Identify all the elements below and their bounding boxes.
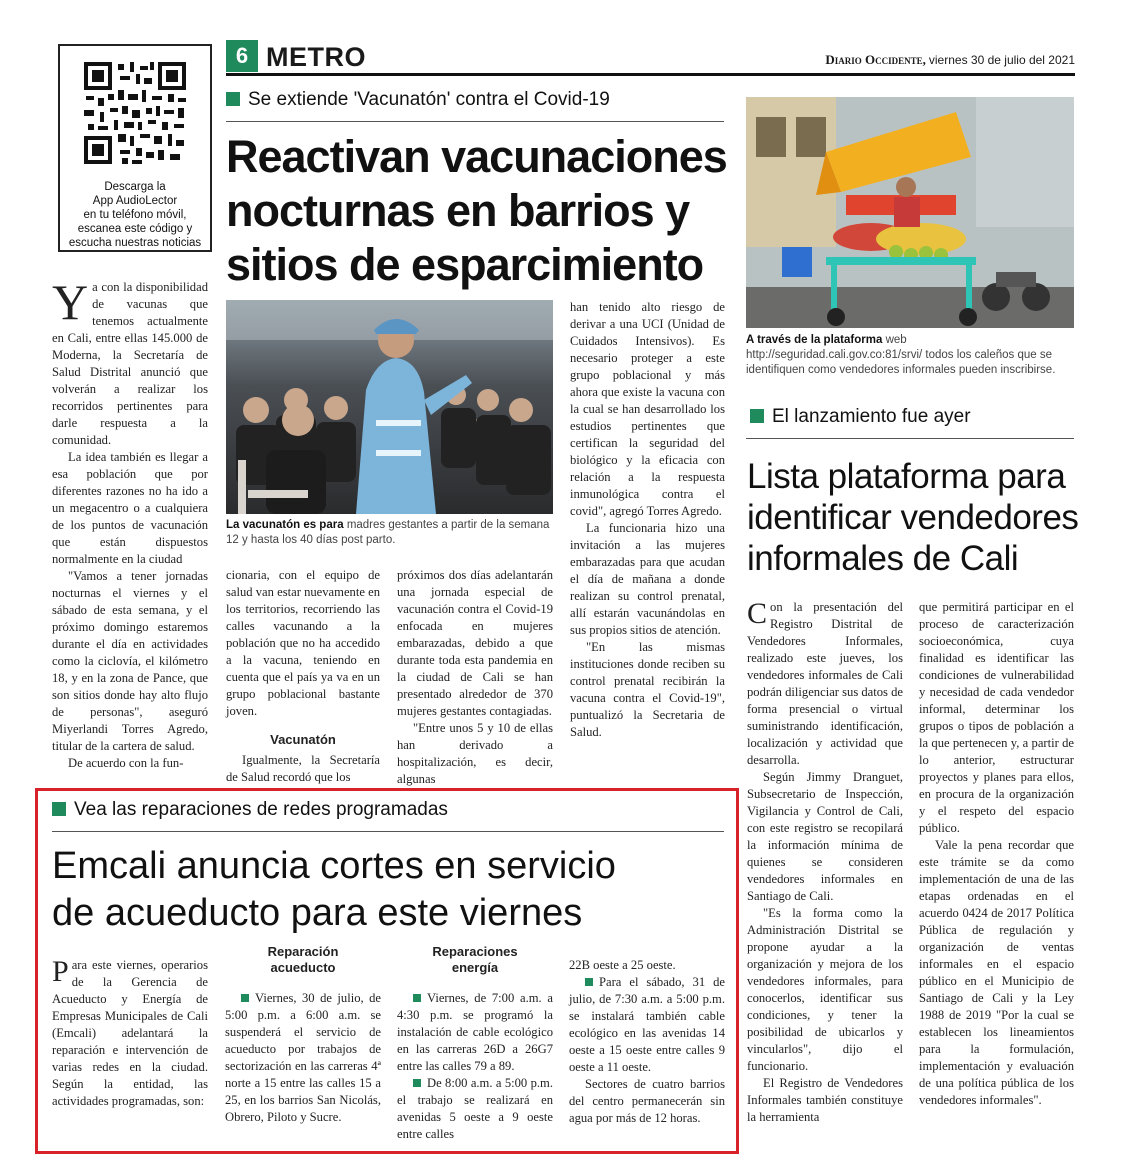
story3-kicker-rule (52, 831, 724, 832)
subhead-line: Reparación (267, 944, 339, 959)
story3-headline (52, 843, 616, 937)
paragraph: 22B oeste a 25 oeste. (569, 958, 676, 972)
subhead-line: Reparaciones (432, 944, 518, 959)
vendor-cart-photo-caption (746, 333, 1074, 378)
dropcap: C (747, 597, 768, 630)
paragraph: Para el sábado, 31 de julio, de 7:30 a.m. a 5:00 p.m. se instalará también cable ecológico en las avenidas 14 oeste a 15 oeste entre calles 9 oeste a 11 oeste. (569, 975, 725, 1074)
page-number: 6 (235, 43, 249, 68)
story3-headline-line: Emcali anuncia cortes en servicio (52, 845, 616, 887)
caption-lead: La vacunatón es para (226, 519, 344, 531)
paragraph: cionaria, con el equipo de salud van estar nuevamente en los territorios, recorriendo las calles vacunando a la población que no ha accedido a la vacuna, teniendo en cuenta que el país ya va en un grupo poblacional bastante joven. (226, 568, 380, 718)
story3-headline-line: de acueducto para este viernes (52, 892, 583, 934)
story1-subhead: Vacunatón (270, 732, 336, 747)
qr-caption (60, 180, 210, 250)
story2-kicker-rule (746, 438, 1074, 439)
paragraph: De 8:00 a.m. a 5:00 p.m. el trabajo se realizará en avenidas 5 oeste a 9 oeste entre calles (397, 1076, 553, 1141)
section-title: METRO (266, 42, 366, 72)
kicker-square-icon (226, 92, 240, 106)
paragraph: "Vamos a tener jornadas nocturnas el viernes y el sábado de esta semana, y el próximo domingo estaremos durante el día en actividades como la ciclovía, el kilómetro 18, y en la zona de Pance, que son sitios donde hay alto flujo de personas", aseguró Miyerlandi Torres Agredo, titular de la cartera de salud. (52, 569, 208, 753)
story2-kicker-text: El lanzamiento fue ayer (772, 406, 971, 427)
qr-code-icon[interactable] (82, 60, 188, 166)
story3-column-2 (225, 944, 381, 1126)
masthead-info (790, 52, 1075, 68)
story2-column-1 (747, 599, 903, 1126)
subhead-line: acueducto (270, 960, 336, 975)
paragraph: "Entre unos 5 y 10 de ellas han derivado a hospitalización, es decir, algunas (397, 721, 553, 786)
story1-kicker-rule (226, 121, 724, 122)
story2-headline (747, 456, 1078, 579)
story2-headline-line: Lista plataforma para (747, 457, 1066, 496)
paragraph: Viernes, 30 de julio, de 5:00 p.m. a 6:00 a.m. se suspenderá el servicio de acueducto por trabajos de sectorización en las carreras 4ª norte a 15 entre las calles 15 a 25, en los barrios San Nicolás, Obrero, Piloto y Sucre. (225, 991, 381, 1124)
paragraph: "Es la forma como la Administración Distrital se propone ayudar a la organización y mejora de los vendedores informales, para conocerlos, identificar sus condiciones, y tener la posibilidad de ubicarlos y vincularlos", dijo el funcionario. (747, 906, 903, 1073)
paragraph: La funcionaria hizo una invitación a las mujeres embarazadas para que acudan el día de mañana a donde realizan su control prenatal, allí estarán vacunándolas en sus propios sitios de atención. (570, 521, 725, 637)
qr-caption-line: Descarga la (104, 181, 166, 193)
story3-kicker-text: Vea las reparaciones de redes programadas (74, 799, 448, 820)
story1-kicker-text: Se extiende 'Vacunatón' contra el Covid-19 (248, 89, 610, 110)
story3-column-3 (397, 944, 553, 1143)
paragraph: han tenido alto riesgo de derivar a una UCI (Unidad de Cuidados Intensivos). Es necesario proteger a este grupo poblacional y más ahora que existe la vacuna con la cual se han desarrollado los estudios pertinentes que certifican la seguridad del biológico y la eficacia con relación a la respuesta inmunológica contra el covid", agregó Torres Agredo. (570, 300, 725, 518)
page-number-badge (226, 40, 258, 72)
story1-headline (226, 130, 727, 292)
story3-kicker (52, 799, 448, 821)
caption-text: web http://seguridad.cali.gov.co:81/srvi/ todos los caleños que se identifiquen como vendedores informales pueden inscribirse. (746, 334, 1056, 376)
paragraph: De acuerdo con la fun- (68, 756, 184, 770)
caption-text: madres gestantes a partir de la semana 12 y hasta los 40 días post parto. (226, 519, 550, 546)
paragraph: que permitirá participar en el proceso de caracterización socioeconómica, cuya finalidad es identificar las condiciones de vulnerabilidad y necesidad de cada vendedor informal, determinar los grupos o tipos de población a la que pertenecen y, a partir de lo anterior, estructurar proyectos y planes para ellos, en procura de la organización y el respeto del espacio público. (919, 600, 1074, 835)
qr-caption-line: escanea este código y (77, 223, 193, 235)
story3-subhead-energy (397, 944, 553, 976)
story1-kicker (226, 89, 610, 111)
paragraph: Igualmente, la Secretaría de Salud recordó que los (226, 753, 380, 784)
dropcap: P (52, 955, 69, 988)
paragraph: El Registro de Vendedores Informales también constituye la herramienta (747, 1076, 903, 1124)
story2-column-2 (919, 599, 1074, 1109)
vendor-cart-photo (746, 97, 1074, 328)
story1-headline-line: Reactivan vacunaciones (226, 131, 727, 182)
paragraph: próximos dos días adelantarán una jornada especial de vacunación contra el Covid-19 enfocada en mujeres embarazadas, debido a que durante toda esta pandemia en la ciudad de Cali se han presentado alrededor de 370 mujeres gestantes contagiadas. (397, 568, 553, 718)
paragraph: Viernes, de 7:00 a.m. a 4:30 p.m. se programó la instalación de cable ecológico en las carreras 26D a 26G7 entre las calles 79 a 89. (397, 991, 553, 1073)
paragraph: on la presentación del Registro Distrital de Vendedores Informales, realizado este jueves, los vendedores informales de Cali podrán diligenciar sus datos de forma presencial o virtual suministrando identificación, localización y actividad que desarrolla. (747, 600, 903, 767)
story1-column-3 (397, 567, 553, 788)
paragraph: Según Jimmy Dranguet, Subsecretario de Inspección, Vigilancia y Control de Cali, con este registro se recopilará la información mínima de quienes se consideren vendedores informales en Santiago de Cali. (747, 770, 903, 903)
qr-caption-line: en tu teléfono móvil, (83, 209, 187, 221)
vaccination-photo-caption (226, 518, 553, 548)
paragraph: La idea también es llegar a esa población que por diferentes razones no ha ido a un megacentro o a cualquiera de los puntos de vacunación que están dispuestos normalmente en la ciudad (52, 450, 208, 566)
issue-date: viernes 30 de julio del 2021 (928, 53, 1075, 67)
story1-column-1 (52, 274, 208, 772)
dropcap: Y (52, 274, 89, 330)
paper-name: Diario Occidente, (825, 52, 926, 67)
bullet-square-icon (585, 978, 593, 986)
story2-headline-line: informales de Cali (747, 539, 1019, 578)
bullet-square-icon (413, 994, 421, 1002)
story1-headline-line: nocturnas en barrios y (226, 185, 690, 236)
story2-headline-line: identificar vendedores (747, 498, 1079, 537)
subhead-line: energía (451, 960, 499, 975)
qr-box (58, 44, 212, 252)
story1-column-4 (570, 299, 725, 741)
paragraph: a con la disponibilidad de vacunas que tenemos actualmente en Cali, entre ellas 145.000 de Moderna, la Secretaría de Salud Distrital anunció que volverán a realizar los recorridos pertinentes para darle respuesta a la comunidad. (52, 280, 208, 447)
bullet-square-icon (241, 994, 249, 1002)
paragraph: "En las mismas instituciones donde reciben su control prenatal recibirán la vacuna contra el Covid-19", puntualizó la Secretaria de Salud. (570, 640, 725, 739)
caption-lead: A través de la plataforma (746, 334, 883, 346)
header-rule (226, 73, 1075, 76)
paragraph: Sectores de cuatro barrios del centro permanecerán sin agua por más de 12 horas. (569, 1077, 725, 1125)
story1-column-2 (226, 567, 380, 786)
bullet-square-icon (413, 1079, 421, 1087)
qr-caption-line: App AudioLector (92, 195, 178, 207)
story3-subhead-water (225, 944, 381, 976)
kicker-square-icon (52, 802, 66, 816)
paragraph: Vale la pena recordar que este trámite se da como implementación de una de las etapas ordenadas en el acuerdo 0424 de 2017 Política Pública de regulación y organización de ventas informales en el espacio público en el Municipio de Santiago de Cali y la Ley 1988 de 2019 "Por la cual se establecen los lineamientos para la formulación, implementación y evaluación de una política pública de los vendedores informales". (919, 838, 1074, 1107)
story3-column-4 (569, 957, 725, 1127)
kicker-square-icon (750, 409, 764, 423)
story3-column-1 (52, 957, 208, 1110)
vaccination-photo (226, 300, 553, 514)
story1-headline-line: sitios de esparcimiento (226, 239, 704, 290)
paragraph: ara este viernes, operarios de la Gerencia de Acueducto y Energía de Empresas Municipales de Cali (Emcali) adelantará la reparación e intervención de varias redes en la ciudad. Según la entidad, las actividades programadas, son: (52, 958, 208, 1108)
story2-kicker (750, 406, 971, 428)
qr-caption-line: escucha nuestras noticias (68, 237, 202, 249)
